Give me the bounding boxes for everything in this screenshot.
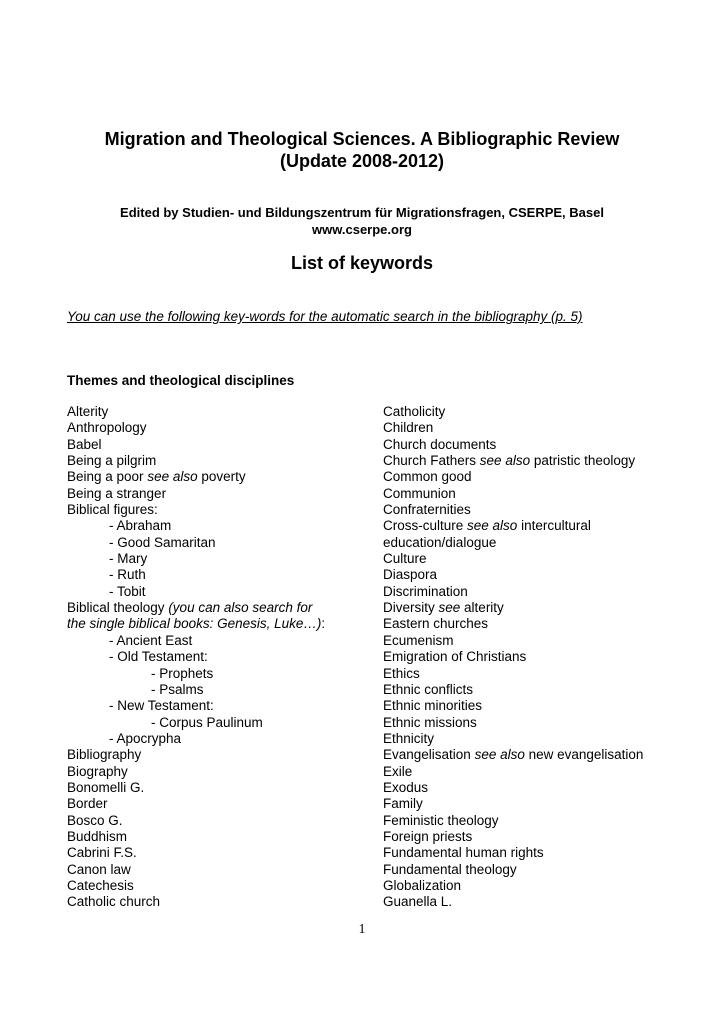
website-line: www.cserpe.org bbox=[312, 222, 412, 237]
keyword-item bbox=[383, 502, 683, 518]
keyword-item bbox=[67, 453, 367, 469]
keyword-item bbox=[67, 682, 367, 698]
keyword-item bbox=[383, 535, 683, 551]
keyword-item bbox=[67, 551, 367, 567]
keyword-item bbox=[67, 747, 367, 763]
keyword-item bbox=[67, 518, 367, 534]
keyword-text: Church Fathers bbox=[383, 453, 480, 469]
keyword-item bbox=[383, 567, 683, 583]
keyword-item bbox=[383, 404, 683, 420]
keyword-item bbox=[67, 420, 367, 436]
keyword-text: Biblical theology bbox=[67, 600, 169, 616]
keyword-text: Children bbox=[383, 420, 434, 436]
keyword-text: Communion bbox=[383, 485, 456, 501]
keyword-item bbox=[383, 616, 683, 632]
keyword-text: Cabrini F.S. bbox=[67, 845, 137, 861]
keyword-text: see also bbox=[479, 453, 531, 469]
keyword-text: Diversity bbox=[383, 600, 439, 616]
keyword-text: Ethnic minorities bbox=[383, 698, 483, 714]
keyword-item bbox=[383, 551, 683, 567]
keyword-text: Globalization bbox=[383, 877, 462, 893]
keyword-item bbox=[67, 616, 367, 632]
keyword-item bbox=[383, 518, 683, 534]
keyword-text: Being a stranger bbox=[67, 485, 167, 501]
keyword-column-left bbox=[67, 404, 367, 911]
section-heading: Themes and theological disciplines bbox=[67, 373, 295, 388]
keyword-text: Catholic church bbox=[67, 894, 161, 910]
keyword-text: Emigration of Christians bbox=[383, 649, 527, 665]
keyword-text: Fundamental theology bbox=[383, 861, 517, 877]
keyword-item bbox=[67, 567, 367, 583]
keyword-item bbox=[67, 437, 367, 453]
keyword-text: - Psalms bbox=[151, 681, 204, 697]
keyword-item bbox=[383, 453, 683, 469]
keyword-item bbox=[383, 698, 683, 714]
keyword-text: : bbox=[321, 616, 326, 632]
keyword-item bbox=[383, 437, 683, 453]
keyword-item bbox=[383, 731, 683, 747]
keyword-item bbox=[67, 486, 367, 502]
keyword-item bbox=[67, 894, 367, 910]
document-subtitle: (Update 2008-2012) bbox=[279, 151, 445, 171]
keyword-item bbox=[67, 469, 367, 485]
keyword-column-right bbox=[383, 404, 683, 911]
keyword-text: Eastern churches bbox=[383, 616, 489, 632]
keyword-text: - Ruth bbox=[109, 567, 146, 583]
keyword-item bbox=[67, 764, 367, 780]
keyword-text: Exodus bbox=[383, 779, 429, 795]
keyword-text: Cross-culture bbox=[383, 518, 468, 534]
keyword-text: Biography bbox=[67, 763, 128, 779]
keyword-item bbox=[383, 862, 683, 878]
keyword-text: Diaspora bbox=[383, 567, 438, 583]
keyword-item bbox=[383, 469, 683, 485]
keyword-text: - Corpus Paulinum bbox=[151, 714, 263, 730]
keyword-text: Being a pilgrim bbox=[67, 453, 157, 469]
keyword-item bbox=[67, 796, 367, 812]
keyword-text: alterity bbox=[460, 600, 504, 616]
keyword-text: Bibliography bbox=[67, 747, 142, 763]
keyword-text: - Prophets bbox=[151, 665, 214, 681]
keyword-item bbox=[67, 649, 367, 665]
keyword-item bbox=[67, 698, 367, 714]
keyword-text: Ethnic missions bbox=[383, 714, 477, 730]
editor-line: Edited by Studien- und Bildungszentrum für Migrationsfragen, CSERPE, Basel bbox=[120, 205, 604, 220]
keyword-item bbox=[383, 600, 683, 616]
keyword-item bbox=[67, 829, 367, 845]
keyword-text: Common good bbox=[383, 469, 472, 485]
keyword-item bbox=[383, 878, 683, 894]
keyword-text: Ethnicity bbox=[383, 730, 435, 746]
keyword-text: see also bbox=[467, 518, 518, 534]
keyword-text: Confraternities bbox=[383, 502, 471, 518]
keyword-text: Border bbox=[67, 796, 108, 812]
keyword-item bbox=[67, 731, 367, 747]
keyword-text: the single biblical books: Genesis, Luke…) bbox=[67, 616, 322, 632]
keyword-item bbox=[383, 420, 683, 436]
keyword-text: Ecumenism bbox=[383, 632, 454, 648]
keyword-text: see bbox=[438, 600, 461, 616]
keyword-item bbox=[383, 715, 683, 731]
keyword-text: intercultural bbox=[517, 518, 591, 534]
keyword-item bbox=[383, 747, 683, 763]
keyword-text: Bonomelli G. bbox=[67, 779, 145, 795]
keyword-text: poverty bbox=[197, 469, 246, 485]
keyword-item bbox=[67, 535, 367, 551]
keyword-text: - Ancient East bbox=[109, 632, 193, 648]
keyword-item bbox=[383, 829, 683, 845]
keyword-text: see also bbox=[147, 469, 198, 485]
keyword-item bbox=[67, 600, 367, 616]
keyword-item bbox=[67, 502, 367, 518]
keyword-text: - Mary bbox=[109, 551, 148, 567]
keyword-text: new evangelisation bbox=[524, 747, 644, 763]
keyword-item bbox=[67, 666, 367, 682]
keyword-text: Alterity bbox=[67, 404, 109, 419]
keyword-item bbox=[383, 633, 683, 649]
keyword-item bbox=[383, 649, 683, 665]
keyword-text: - Tobit bbox=[109, 583, 146, 599]
keyword-item bbox=[383, 486, 683, 502]
keyword-item bbox=[67, 633, 367, 649]
keyword-item bbox=[383, 845, 683, 861]
keyword-item bbox=[383, 584, 683, 600]
keyword-item bbox=[383, 894, 683, 910]
document-title: Migration and Theological Sciences. A Bibliographic Review bbox=[104, 129, 620, 149]
keyword-text: patristic theology bbox=[530, 453, 636, 469]
keyword-text: - Abraham bbox=[109, 518, 172, 534]
keyword-text: Ethics bbox=[383, 665, 420, 681]
keyword-item bbox=[67, 404, 367, 420]
intro-text: You can use the following key-words for the automatic search in the bibliography (p. 5) bbox=[67, 309, 583, 324]
keywords-heading: List of keywords bbox=[290, 253, 434, 273]
keyword-text: Church documents bbox=[383, 436, 497, 452]
keyword-text: Exile bbox=[383, 763, 413, 779]
keyword-item bbox=[67, 878, 367, 894]
keyword-text: - Old Testament: bbox=[109, 649, 208, 665]
keyword-text: (you can also search for bbox=[168, 600, 313, 616]
keyword-item bbox=[383, 682, 683, 698]
keyword-text: Discrimination bbox=[383, 583, 468, 599]
keyword-text: Babel bbox=[67, 436, 102, 452]
keyword-text: Buddhism bbox=[67, 828, 128, 844]
keyword-text: - Apocrypha bbox=[109, 730, 182, 746]
keyword-text: Ethnic conflicts bbox=[383, 681, 474, 697]
keyword-item bbox=[383, 796, 683, 812]
keyword-item bbox=[383, 813, 683, 829]
keyword-text: - New Testament: bbox=[109, 698, 214, 714]
keyword-text: Evangelisation bbox=[383, 747, 475, 763]
keyword-item bbox=[67, 813, 367, 829]
keyword-text: Being a poor bbox=[67, 469, 148, 485]
page-number: 1 bbox=[358, 922, 366, 937]
keyword-item bbox=[67, 780, 367, 796]
keyword-text: Bosco G. bbox=[67, 812, 123, 828]
keyword-text: Feministic theology bbox=[383, 812, 499, 828]
keyword-item bbox=[383, 666, 683, 682]
keyword-text: see also bbox=[474, 747, 525, 763]
keyword-text: Catechesis bbox=[67, 877, 134, 893]
keyword-text: Guanella L. bbox=[383, 894, 453, 910]
keyword-text: Family bbox=[383, 796, 423, 812]
keyword-item bbox=[67, 862, 367, 878]
keyword-text: Foreign priests bbox=[383, 828, 473, 844]
keyword-item bbox=[383, 780, 683, 796]
keyword-text: Fundamental human rights bbox=[383, 845, 544, 861]
keyword-text: Canon law bbox=[67, 861, 131, 877]
keyword-item bbox=[383, 764, 683, 780]
keyword-text: Culture bbox=[383, 551, 427, 567]
keyword-text: - Good Samaritan bbox=[109, 534, 216, 550]
keyword-item bbox=[67, 584, 367, 600]
keyword-item bbox=[67, 845, 367, 861]
keyword-item bbox=[67, 715, 367, 731]
keyword-text: Catholicity bbox=[383, 404, 446, 419]
keyword-text: Biblical figures: bbox=[67, 502, 158, 518]
keyword-text: Anthropology bbox=[67, 420, 147, 436]
keyword-text: education/dialogue bbox=[383, 534, 497, 550]
